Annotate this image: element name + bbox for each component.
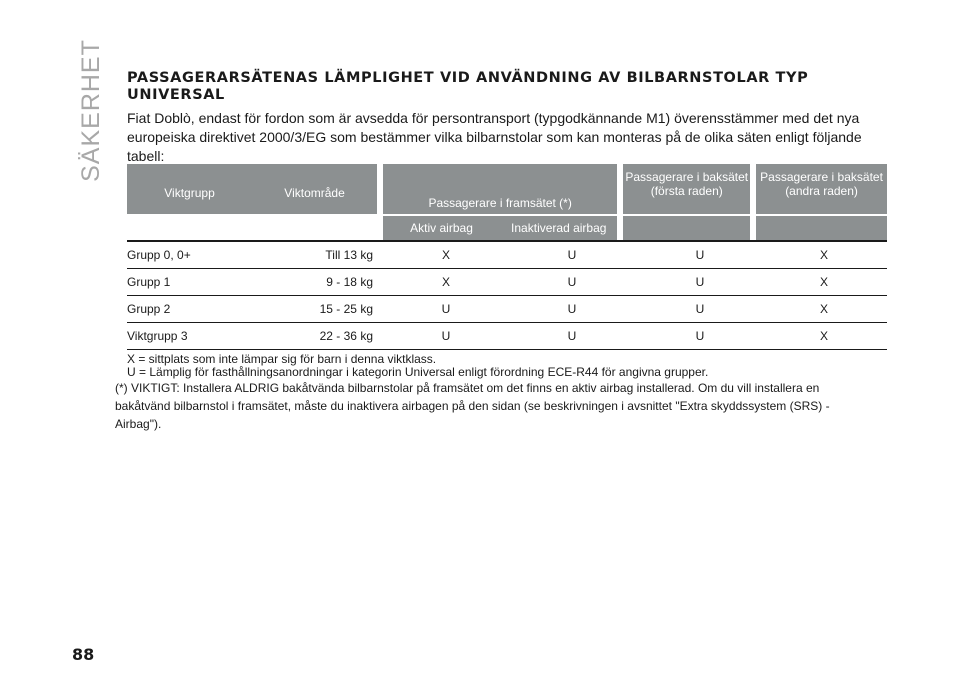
cell-group: Viktgrupp 3 [127, 329, 188, 343]
table-row [127, 296, 887, 323]
cell-group: Grupp 2 [127, 302, 171, 316]
cell-rear-second: X [819, 248, 828, 262]
cell-rear-second: X [819, 302, 828, 316]
table-row [127, 242, 887, 269]
cell-rear-second: X [819, 329, 828, 343]
cell-weight: 22 - 36 kg [319, 329, 373, 343]
section-heading: PASSAGERARSÄTENAS LÄMPLIGHET VID ANVÄNDNING AV BILBARNSTOLAR TYP UNIVERSAL [127, 70, 809, 103]
page-number: 88 [72, 645, 95, 664]
section-tab [76, 38, 106, 182]
cell-airbag-active: X [441, 275, 450, 289]
note-u-legend: U = Lämplig för fasthållningsanordningar i kategorin Universal enligt förordning ECE-R44 för angivna grupper. [127, 365, 709, 379]
table-row [127, 269, 887, 296]
table-header-row [127, 164, 887, 214]
cell-rear-first: U [695, 329, 705, 343]
table-notes [115, 353, 860, 433]
cell-group: Grupp 0, 0+ [127, 248, 191, 262]
section-tab-label: SÄKERHET [76, 38, 105, 182]
header-rear-first-row: Passagerare i baksätet (första raden) [623, 164, 750, 214]
note-x-legend: X = sittplats som inte lämpar sig för barn i denna viktklass. [127, 352, 437, 366]
cell-rear-second: X [819, 275, 828, 289]
cell-weight: 15 - 25 kg [319, 302, 373, 316]
header-front-passenger: Passagerare i framsätet (*) [383, 164, 617, 214]
cell-rear-first: U [695, 248, 705, 262]
table-row [127, 323, 887, 350]
cell-airbag-inactive: U [567, 275, 577, 289]
cell-airbag-inactive: U [567, 302, 577, 316]
note-important-text: (*) VIKTIGT: Installera ALDRIG bakåtvända bilbarnstolar på framsätet om det finns en aktiv airbag installerad. Om du vill installera en bakåtvänd bilbarnstol i framsätet, måste du inaktivera airbagen på den sidan (se beskrivningen i avsnittet "Extra skyddssystem (SRS) - Airbag"). [115, 381, 830, 431]
cell-airbag-inactive: U [567, 248, 577, 262]
cell-rear-first: U [695, 275, 705, 289]
header-weight-range: Viktområde [252, 164, 377, 214]
cell-weight: 9 - 18 kg [326, 275, 373, 289]
header-weight-group: Viktgrupp [127, 164, 252, 214]
header-airbag-active: Aktiv airbag [383, 216, 500, 240]
header-airbag-inactive: Inaktiverad airbag [500, 216, 617, 240]
cell-weight: Till 13 kg [325, 248, 373, 262]
cell-airbag-active: U [441, 329, 451, 343]
cell-rear-first: U [695, 302, 705, 316]
cell-airbag-active: X [441, 248, 450, 262]
header-rear-second-blank [756, 216, 887, 240]
child-seat-table [127, 164, 887, 350]
header-rear-second-row: Passagerare i baksätet (andra raden) [756, 164, 887, 214]
cell-airbag-active: U [441, 302, 451, 316]
header-rear-first-blank [623, 216, 750, 240]
intro-paragraph: Fiat Doblò, endast för fordon som är avsedda för persontransport (typgodkännande M1) överensstämmer med det nya europeiska direktivet 2000/3/EG som bestämmer vilka bilbarnstolar som kan monteras på de olika säten enligt följande tabell: [127, 110, 862, 164]
note-important [115, 379, 860, 433]
cell-airbag-inactive: U [567, 329, 577, 343]
table-subheader-row [127, 216, 887, 240]
cell-group: Grupp 1 [127, 275, 171, 289]
